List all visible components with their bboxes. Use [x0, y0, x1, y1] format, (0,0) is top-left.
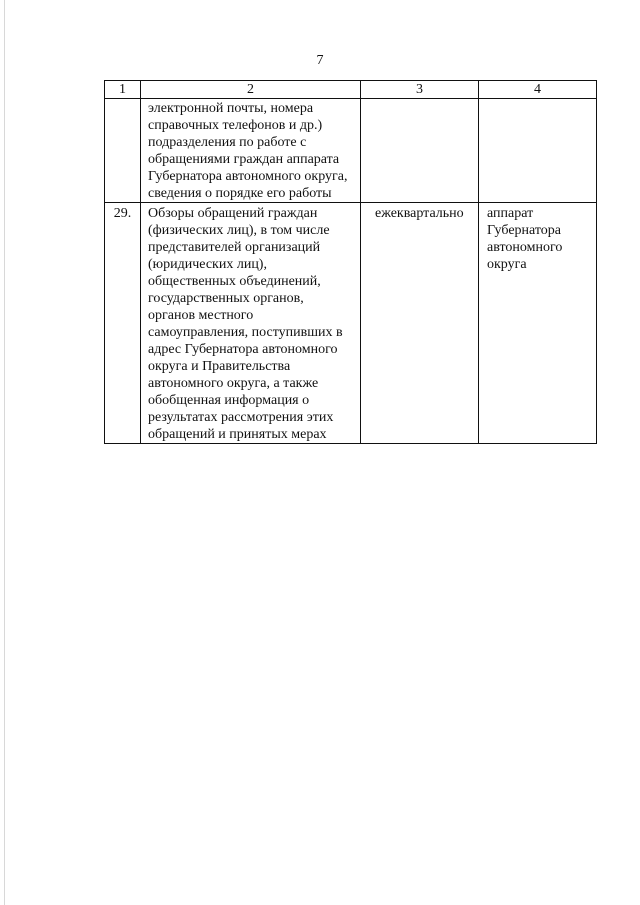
row-description: Обзоры обращений граждан (физических лиц), в том числе представителей организаций (юридических лиц), общественных объединений, государственных органов, органов местного самоуправления, поступивших в адрес Губернатора автономного округа и Правительства автономного округа, а также обобщенная информация о результатах рассмотрения этих обращений и принятых мерах [141, 203, 361, 444]
table-header-row [105, 81, 597, 99]
row-executor: аппарат Губернатора автономного округа [479, 203, 597, 444]
document-table [104, 80, 597, 444]
scan-edge [4, 0, 5, 905]
row-number [105, 99, 141, 203]
table-row [105, 99, 597, 203]
row-period: ежеквартально [361, 203, 479, 444]
column-header-3: 3 [361, 81, 479, 99]
row-period [361, 99, 479, 203]
page-number: 7 [316, 53, 324, 68]
row-number: 29. [105, 203, 141, 444]
column-header-4: 4 [479, 81, 597, 99]
column-header-2: 2 [141, 81, 361, 99]
row-description: электронной почты, номера справочных телефонов и др.) подразделения по работе с обращениями граждан аппарата Губернатора автономного округа, сведения о порядке его работы [141, 99, 361, 203]
column-header-1: 1 [105, 81, 141, 99]
table-row [105, 203, 597, 444]
row-executor [479, 99, 597, 203]
